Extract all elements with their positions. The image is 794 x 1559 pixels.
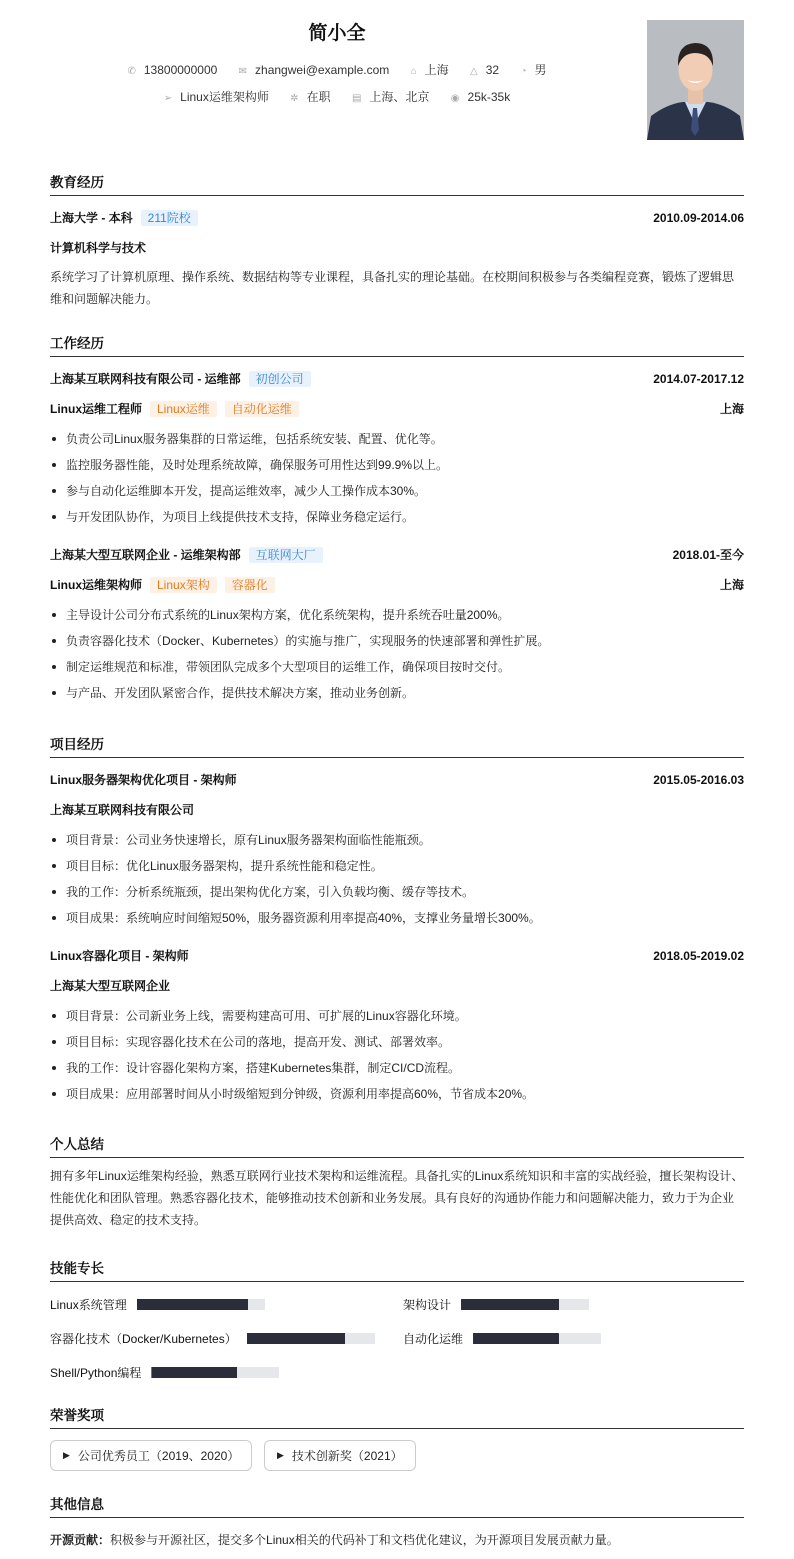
city: 上海 <box>424 63 449 77</box>
company-name: 上海某互联网科技有限公司 - 运维部 <box>50 372 241 386</box>
send-icon: ➢ <box>163 93 173 104</box>
project-header-right: 2018.05-2019.02 <box>653 948 744 963</box>
section-title-skills: 技能专长 <box>50 1257 744 1282</box>
list-item: 与开发团队协作，为项目上线提供技术支持，保障业务稳定运行。 <box>50 508 744 534</box>
list-item: 我的工作：分析系统瓶颈，提出架构优化方案，引入负载均衡、缓存等技术。 <box>50 883 744 909</box>
role-tag: Linux架构 <box>150 577 217 593</box>
award-item[interactable] <box>264 1440 416 1471</box>
phone: 13800000000 <box>143 63 218 77</box>
skill-level-fill <box>473 1333 559 1344</box>
role-tag: Linux运维 <box>150 401 217 417</box>
status-icon: ✲ <box>290 93 299 104</box>
project-header-left <box>50 771 237 788</box>
list-item: 制定运维规范和标准，带领团队完成多个大型项目的运维工作，确保项目按时交付。 <box>50 658 744 684</box>
building-icon: ▤ <box>351 93 362 104</box>
list-item: 项目背景：公司新业务上线，需要构建高可用、可扩展的Linux容器化环境。 <box>50 1007 744 1033</box>
company-name: 上海某大型互联网企业 - 运维架构部 <box>50 548 241 562</box>
skill-name: 架构设计 <box>403 1298 452 1312</box>
salary: 25k-35k <box>467 90 511 104</box>
education-header-left <box>50 209 198 226</box>
award-item[interactable] <box>50 1440 252 1471</box>
target-city: 上海、北京 <box>369 90 430 104</box>
gender-icon: ◔ <box>520 66 527 77</box>
job-header-right: 2018.01-至今 <box>672 548 744 562</box>
list-item: 项目目标：实现容器化技术在公司的落地，提高开发、测试、部署效率。 <box>50 1033 744 1059</box>
skill-level-bar <box>461 1299 589 1310</box>
job-header-left <box>50 370 311 387</box>
project-company: 上海某大型互联网企业 <box>50 979 171 993</box>
triangle-right-icon: ▶ <box>63 1450 70 1460</box>
education-description: 系统学习了计算机原理、操作系统、数据结构等专业课程，具备扎实的理论基础。在校期间积极参与各类编程竞赛，锻炼了逻辑思维和问题解决能力。 <box>50 270 735 306</box>
list-item: 项目成果：应用部署时间从小时级缩短到分钟级，资源利用率提高60%，节省成本20%。 <box>50 1085 744 1111</box>
skill-level-fill <box>137 1299 248 1310</box>
job-role-left <box>50 400 299 417</box>
skill-level-bar <box>137 1299 265 1310</box>
section-title-projects: 项目经历 <box>50 733 744 758</box>
project-header-right: 2015.05-2016.03 <box>653 772 744 787</box>
skill-item <box>403 1330 601 1347</box>
profile-photo <box>647 20 744 140</box>
skill-item <box>50 1330 375 1347</box>
list-item: 负责容器化技术（Docker、Kubernetes）的实施与推广，实现服务的快速部署和弹性扩展。 <box>50 632 744 658</box>
project-name: Linux容器化项目 - 架构师 <box>50 949 189 963</box>
skill-item <box>50 1364 279 1381</box>
candidate-name: 简小全 <box>308 23 366 44</box>
list-item: 负责公司Linux服务器集群的日常运维，包括系统安装、配置、优化等。 <box>50 430 744 456</box>
project-name: Linux服务器架构优化项目 - 架构师 <box>50 773 237 787</box>
award-label: 公司优秀员工（2019、2020） <box>77 1449 240 1463</box>
list-item: 参与自动化运维脚本开发，提高运维效率，减少人工操作成本30%。 <box>50 482 744 508</box>
education-header <box>50 209 744 226</box>
award-label: 技术创新奖（2021） <box>291 1449 403 1463</box>
skill-level-fill <box>461 1299 559 1310</box>
skill-name: Linux系统管理 <box>50 1298 127 1312</box>
list-item: 监控服务器性能，及时处理系统故障，确保服务可用性达到99.9%以上。 <box>50 456 744 482</box>
mail-icon: ✉ <box>238 66 248 77</box>
role-tag: 自动化运维 <box>225 401 299 417</box>
project-company: 上海某互联网科技有限公司 <box>50 803 195 817</box>
list-item: 项目背景：公司业务快速增长，原有Linux服务器架构面临性能瓶颈。 <box>50 831 744 857</box>
list-item: 与产品、开发团队紧密合作，提供技术解决方案，推动业务创新。 <box>50 684 744 710</box>
job-duties <box>50 430 744 534</box>
project-header <box>50 947 744 964</box>
list-item: 我的工作：设计容器化架构方案，搭建Kubernetes集群，制定CI/CD流程。 <box>50 1059 744 1085</box>
education-header-right: 2010.09-2014.06 <box>653 210 744 225</box>
major: 计算机科学与技术 <box>50 241 147 255</box>
target-position: Linux运维架构师 <box>180 90 269 104</box>
age-icon: △ <box>470 66 478 77</box>
role-tag: 容器化 <box>225 577 275 593</box>
job-role-left <box>50 576 275 593</box>
home-icon: ⌂ <box>410 66 417 77</box>
job-header-left <box>50 546 323 563</box>
project-header-left <box>50 947 189 964</box>
other-info-text: 积极参与开源社区，提交多个Linux相关的代码补丁和文档优化建议，为开源项目发展贡献力量。 <box>110 1533 619 1547</box>
skill-name: 容器化技术（Docker/Kubernetes） <box>50 1332 237 1346</box>
skill-item <box>50 1296 265 1313</box>
project-header <box>50 771 744 788</box>
company-tag: 互联网大厂 <box>249 547 323 563</box>
email: zhangwei@example.com <box>255 63 390 77</box>
list-item: 主导设计公司分布式系统的Linux架构方案，优化系统架构，提升系统吞吐量200%。 <box>50 606 744 632</box>
salary-icon: ◉ <box>450 93 460 104</box>
job-status: 在职 <box>306 90 331 104</box>
list-item: 项目目标：优化Linux服务器架构，提升系统性能和稳定性。 <box>50 857 744 883</box>
skill-item <box>403 1296 589 1313</box>
skill-name: Shell/Python编程 <box>50 1366 142 1380</box>
skill-level-fill <box>151 1367 237 1378</box>
section-title-education: 教育经历 <box>50 171 744 196</box>
job-role-right: 上海 <box>719 578 744 592</box>
job-duties <box>50 606 744 710</box>
other-info-label: 开源贡献： <box>50 1533 111 1547</box>
job-role <box>50 576 744 593</box>
job-role <box>50 400 744 417</box>
section-title-awards: 荣誉奖项 <box>50 1404 744 1429</box>
project-details <box>50 1007 744 1111</box>
role-name: Linux运维工程师 <box>50 402 142 416</box>
gender: 男 <box>534 63 547 77</box>
role-name: Linux运维架构师 <box>50 578 142 592</box>
skill-name: 自动化运维 <box>403 1332 464 1346</box>
job-header <box>50 370 744 387</box>
school-tag: 211院校 <box>141 210 198 226</box>
skill-level-bar <box>247 1333 375 1344</box>
triangle-right-icon: ▶ <box>277 1450 284 1460</box>
job-header-right: 2014.07-2017.12 <box>653 371 744 386</box>
section-title-work: 工作经历 <box>50 332 744 357</box>
age: 32 <box>485 63 500 77</box>
resume <box>50 0 744 1547</box>
job-role-right: 上海 <box>719 402 744 416</box>
skill-level-fill <box>247 1333 345 1344</box>
company-tag: 初创公司 <box>249 371 311 387</box>
phone-icon: ✆ <box>127 66 136 77</box>
project-details <box>50 831 744 935</box>
list-item: 项目成果：系统响应时间缩短50%，服务器资源利用率提高40%，支撑业务量增长300%。 <box>50 909 744 935</box>
summary-text: 拥有多年Linux运维架构经验，熟悉互联网行业技术架构和运维流程。具备扎实的Linux系统知识和丰富的实战经验，擅长架构设计、性能优化和团队管理。熟悉容器化技术，能够推动技术创新和业务发展。具有良好的沟通协作能力和问题解决能力，致力于为企业提供高效、稳定的技术支持。 <box>50 1169 744 1227</box>
job-header <box>50 546 744 563</box>
skill-level-bar <box>151 1367 279 1378</box>
section-title-summary: 个人总结 <box>50 1133 744 1158</box>
school-name: 上海大学 - 本科 <box>50 211 133 225</box>
other-info <box>50 1529 744 1551</box>
resume-header <box>50 0 744 150</box>
section-title-other: 其他信息 <box>50 1493 744 1518</box>
skill-level-bar <box>473 1333 601 1344</box>
